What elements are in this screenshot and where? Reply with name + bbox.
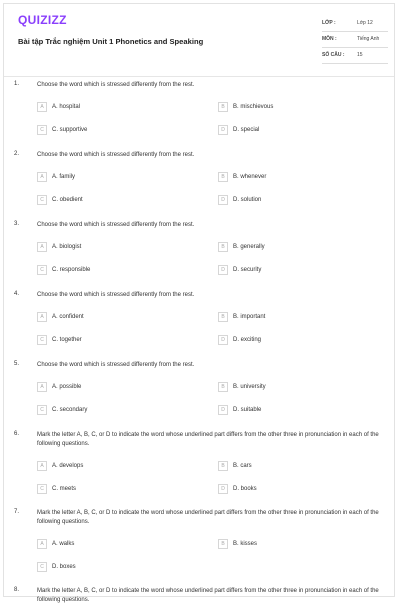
option-text: B. cars (233, 462, 252, 469)
option-text: D. solution (233, 196, 262, 203)
question-number: 2. (14, 151, 20, 157)
option-text: D. books (233, 485, 257, 492)
question-number: 6. (14, 431, 20, 437)
option-letter-box[interactable]: A (37, 312, 47, 322)
option-text: C. obedient (52, 196, 83, 203)
option-letter-box[interactable]: B (218, 312, 228, 322)
option-text: A. family (52, 173, 76, 180)
option-letter-box[interactable]: C (37, 562, 47, 572)
option-letter-box[interactable]: A (37, 461, 47, 471)
meta-label: LỚP : (322, 20, 336, 26)
question-number: 1. (14, 81, 20, 87)
question-number: 3. (14, 221, 20, 227)
meta-divider (322, 63, 388, 64)
option-text: D. security (233, 266, 262, 273)
option-letter-box[interactable]: D (218, 484, 228, 494)
option-text: B. kisses (233, 540, 258, 547)
question-number: 8. (14, 587, 20, 593)
meta-value: Tiếng Anh (357, 36, 380, 42)
option-letter-box[interactable]: C (37, 265, 47, 275)
option-text: A. walks (52, 540, 75, 547)
question-text: Choose the word which is stressed differently from the rest. (37, 152, 195, 158)
option-text: A. develops (52, 462, 84, 469)
option-text: A. biologist (52, 243, 82, 250)
option-text: D. boxes (52, 563, 76, 570)
option-text: C. meets (52, 485, 77, 492)
option-letter-box[interactable]: D (218, 125, 228, 135)
option-letter-box[interactable]: C (37, 484, 47, 494)
option-letter-box[interactable]: A (37, 102, 47, 112)
meta-row-subject (322, 32, 388, 48)
header-divider (4, 76, 394, 77)
question-number: 5. (14, 361, 20, 367)
option-letter-box[interactable]: D (218, 265, 228, 275)
option-text: B. important (233, 313, 266, 320)
meta-row-count (322, 48, 388, 64)
question-number: 7. (14, 509, 20, 515)
option-letter-box[interactable]: B (218, 461, 228, 471)
worksheet-title: Bài tập Trắc nghiệm Unit 1 Phonetics and Speaking (18, 37, 204, 46)
option-letter-box[interactable]: B (218, 382, 228, 392)
option-letter-box[interactable]: B (218, 172, 228, 182)
worksheet-page (3, 3, 395, 604)
option-text: C. together (52, 336, 82, 343)
option-text: B. generally (233, 243, 265, 250)
option-text: C. secondary (52, 406, 88, 413)
question-text: Mark the letter A, B, C, or D to indicate the word whose underlined part differs from the other three in pronunciation in each of the following questions. (37, 588, 379, 604)
option-letter-box[interactable]: C (37, 335, 47, 345)
option-letter-box[interactable]: B (218, 102, 228, 112)
option-letter-box[interactable]: A (37, 382, 47, 392)
option-letter-box[interactable]: D (218, 405, 228, 415)
option-letter-box[interactable]: A (37, 172, 47, 182)
option-text: A. hospital (52, 103, 81, 110)
meta-label: SỐ CÂU : (322, 52, 345, 58)
question-text: Choose the word which is stressed differently from the rest. (37, 222, 195, 228)
option-letter-box[interactable]: B (218, 539, 228, 549)
option-text: D. exciting (233, 336, 262, 343)
question-text: Choose the word which is stressed differently from the rest. (37, 292, 195, 298)
question-text: Mark the letter A, B, C, or D to indicate the word whose underlined part differs from the other three in pronunciation in each of the following questions. (37, 510, 379, 526)
question-number: 4. (14, 291, 20, 297)
option-letter-box[interactable]: C (37, 125, 47, 135)
option-letter-box[interactable]: D (218, 335, 228, 345)
option-letter-box[interactable]: A (37, 539, 47, 549)
option-letter-box[interactable]: C (37, 195, 47, 205)
quizizz-logo: QUIZIZZ (18, 13, 67, 27)
option-letter-box[interactable]: B (218, 242, 228, 252)
option-text: B. university (233, 383, 266, 390)
question-text: Mark the letter A, B, C, or D to indicate the word whose underlined part differs from the other three in pronunciation in each of the following questions. (37, 432, 379, 448)
meta-value: 15 (357, 52, 363, 58)
option-text: D. suitable (233, 406, 262, 413)
option-text: B. whenever (233, 173, 267, 180)
option-letter-box[interactable]: A (37, 242, 47, 252)
worksheet-header (4, 4, 394, 76)
option-text: D. special (233, 126, 260, 133)
option-text: C. responsible (52, 266, 91, 273)
meta-label: MÔN : (322, 36, 337, 42)
meta-value: Lớp 12 (357, 20, 373, 26)
option-text: A. confident (52, 313, 84, 320)
option-letter-box[interactable]: C (37, 405, 47, 415)
option-text: C. supportive (52, 126, 88, 133)
option-text: A. possible (52, 383, 82, 390)
option-text: B. mischievous (233, 103, 274, 110)
meta-row-class (322, 16, 388, 32)
question-text: Choose the word which is stressed differently from the rest. (37, 362, 195, 368)
option-letter-box[interactable]: D (218, 195, 228, 205)
question-text: Choose the word which is stressed differently from the rest. (37, 82, 195, 88)
